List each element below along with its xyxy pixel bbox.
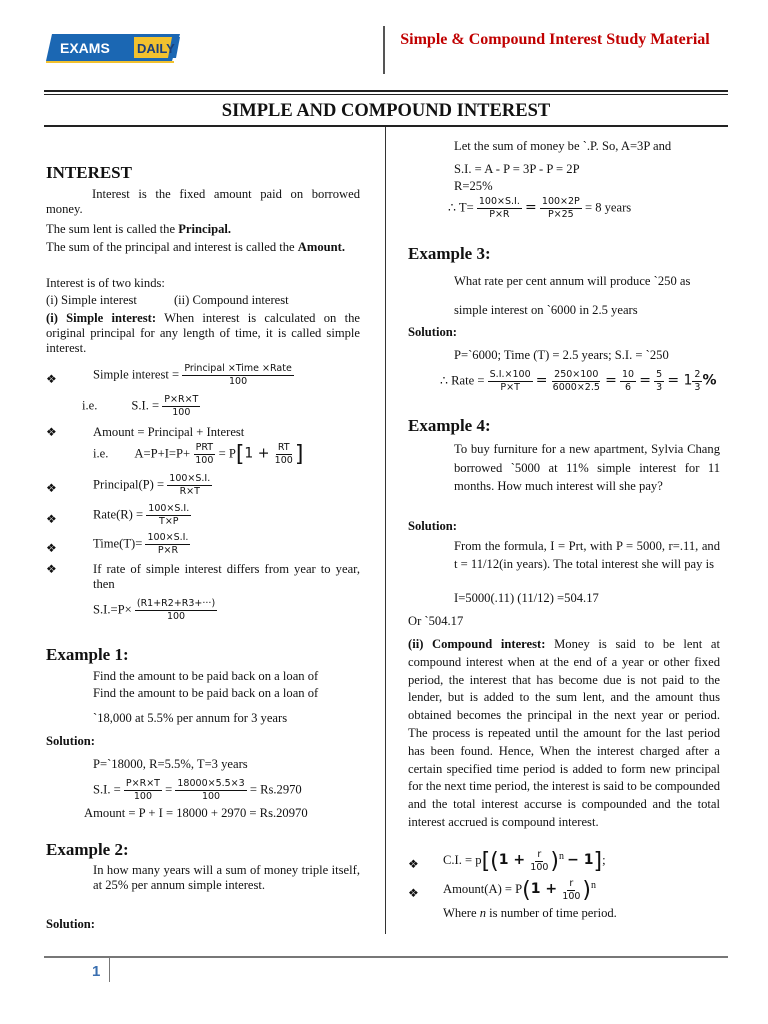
- bullet-icon: ❖: [46, 562, 57, 576]
- formula-si: i.e. S.I. = $\frac{P\times R\times T}{100}$: [82, 394, 199, 418]
- example-2-setup: Let the sum of money be `.P. So, A=3P and: [454, 139, 672, 153]
- bullet-icon: ❖: [46, 372, 57, 386]
- example-1-title: Example 1:: [46, 645, 129, 664]
- interest-definition: Interest is the fixed amount paid on borrowed money.: [46, 187, 360, 216]
- example-3-rate-calc: ∴ Rate = $\frac{S.I.\times 100}{P\times T}$ = $\frac{250\times 100}{6000\times 2.5}$ = $\frac{10}{6}$ = $\frac{5}{3}$ = 1 $\frac{2}{3}$ %: [440, 369, 717, 393]
- example-3-title: Example 3:: [408, 244, 491, 263]
- example-4-result-alt: Or `504.17: [408, 614, 464, 628]
- example-1-solution-label: Solution:: [46, 734, 95, 748]
- principal-definition: The sum lent is called the Principal.: [46, 222, 232, 236]
- example-1-si-calc: S.I. = $\frac{P\times R\times T}{100}$ = $\frac{18000\times 5.5\times 3}{100}$ = Rs.2970: [93, 778, 302, 802]
- example-1-amount: Amount = P + I = 18000 + 2970 = Rs.20970: [84, 806, 308, 820]
- formula-simple-interest: Simple interest = $\frac{\text{Principal ×Time ×Rate}}{100}$: [93, 363, 292, 387]
- formula-principal: Principal(P) = $\frac{100\times S.I.}{R\times T}$: [93, 473, 211, 497]
- interest-kinds-list: (i) Simple interest (ii) Compound interest: [46, 293, 289, 307]
- bullet-icon: ❖: [46, 481, 57, 495]
- example-4-solution: From the formula, I = Prt, with P = 5000, r=.11, and t = 11/12(in years). The total interest she will pay is: [454, 539, 720, 571]
- example-1-line: `18,000 at 5.5% per annum for 3 years: [93, 711, 288, 725]
- example-4-result: I=5000(.11) (11/12) =504.17: [454, 591, 599, 605]
- header-title: Simple & Compound Interest Study Material: [400, 31, 710, 48]
- footer-rule: [44, 956, 728, 958]
- example-2-title: Example 2:: [46, 840, 129, 859]
- example-2-si: S.I. = A - P = 3P - P = 2P: [454, 162, 580, 176]
- example-2-rate: R=25%: [454, 179, 493, 193]
- formula-compound-interest: C.I. = p[(1 + $\frac{r}{100}$ )$^n$ − 1];: [443, 848, 606, 874]
- example-3-solution-label: Solution:: [408, 325, 457, 339]
- example-4-question: To buy furniture for a new apartment, Sylvia Chang borrowed `5000 at 11% simple interest for 11 months. How much interest will she pay?: [454, 442, 720, 493]
- example-3-given: P=`6000; Time (T) = 2.5 years; S.I. = `250: [454, 348, 669, 362]
- formula-amount-expanded: i.e. A=P+I=P+ $\frac{\text{PRT}}{100}$ = P[1 + $\frac{RT}{100}$ ]: [93, 442, 304, 467]
- example-2-question: In how many years will a sum of money triple itself, at 25% per annum simple interest.: [93, 863, 360, 892]
- page-number-divider: [109, 958, 110, 982]
- bullet-icon: ❖: [46, 425, 57, 439]
- page-title: SIMPLE AND COMPOUND INTEREST: [221, 101, 551, 121]
- formula-rate: Rate(R) = $\frac{100\times S.I.}{T\times P}$: [93, 503, 190, 527]
- compound-interest-definition: (ii) Compound interest: Money is said to be lent at compound interest when at the end of a year or other fixed period, the interest that has become due is not paid to the lender, but is added to the sum lent, and the amount thus obtained becomes the principal in the next year or period. The process is repeated until the amount for the last period has been found. Hence, When the interest charged after a certain specified time period is added to form new principal for the next time period, the interest is said to be compounded and the total interest accurse is compounded and the total interest accrued is compound interest.: [408, 637, 721, 829]
- bullet-icon: ❖: [46, 541, 57, 555]
- logo-text-daily: DAILY: [137, 41, 175, 56]
- example-3-question: What rate per cent annum will produce `250 as: [454, 274, 691, 288]
- varying-rate-text: If rate of simple interest differs from year to year, then: [93, 562, 360, 591]
- example-4-solution-label: Solution:: [408, 519, 457, 533]
- formula-varying-rate: S.I.=P× $\frac{(R1+R2+R3+\cdot\cdot\cdot)}{100}$: [93, 598, 216, 622]
- logo-text-exams: EXAMS: [60, 40, 110, 56]
- page-number: 1: [92, 963, 101, 980]
- example-1-line: Find the amount to be paid back on a loan of: [93, 669, 319, 683]
- interest-heading: INTEREST: [46, 163, 132, 182]
- example-2-solution-label: Solution:: [46, 917, 95, 931]
- example-2-time-calc: ∴ T= $\frac{100\times S.I.}{P\times R}$ = $\frac{100\times 2P}{P\times 25}$ = 8 years: [448, 196, 632, 220]
- example-4-title: Example 4:: [408, 416, 491, 435]
- bullet-icon: ❖: [408, 886, 419, 900]
- bullet-icon: ❖: [46, 512, 57, 526]
- bullet-icon: ❖: [408, 857, 419, 871]
- example-3-question: simple interest on `6000 in 2.5 years: [454, 303, 638, 317]
- example-1-line: Find the amount to be paid back on a loan of: [93, 686, 319, 700]
- formula-time: Time(T)= $\frac{100\times S.I.}{P\times R}$: [93, 532, 189, 556]
- example-1-given: P=`18000, R=5.5%, T=3 years: [93, 757, 248, 771]
- formula-amount: Amount = Principal + Interest: [93, 425, 245, 439]
- interest-kinds: Interest is of two kinds:: [46, 276, 165, 290]
- formula-compound-amount: Amount(A) = P(1 + $\frac{r}{100}$ )$^n$: [443, 877, 597, 903]
- time-period-note: Where n is number of time period.: [443, 906, 617, 920]
- amount-definition: The sum of the principal and interest is called the Amount.: [46, 240, 346, 254]
- simple-interest-definition: (i) Simple interest: When interest is calculated on the original principal for any length of time, it is called simple interest.: [46, 311, 360, 355]
